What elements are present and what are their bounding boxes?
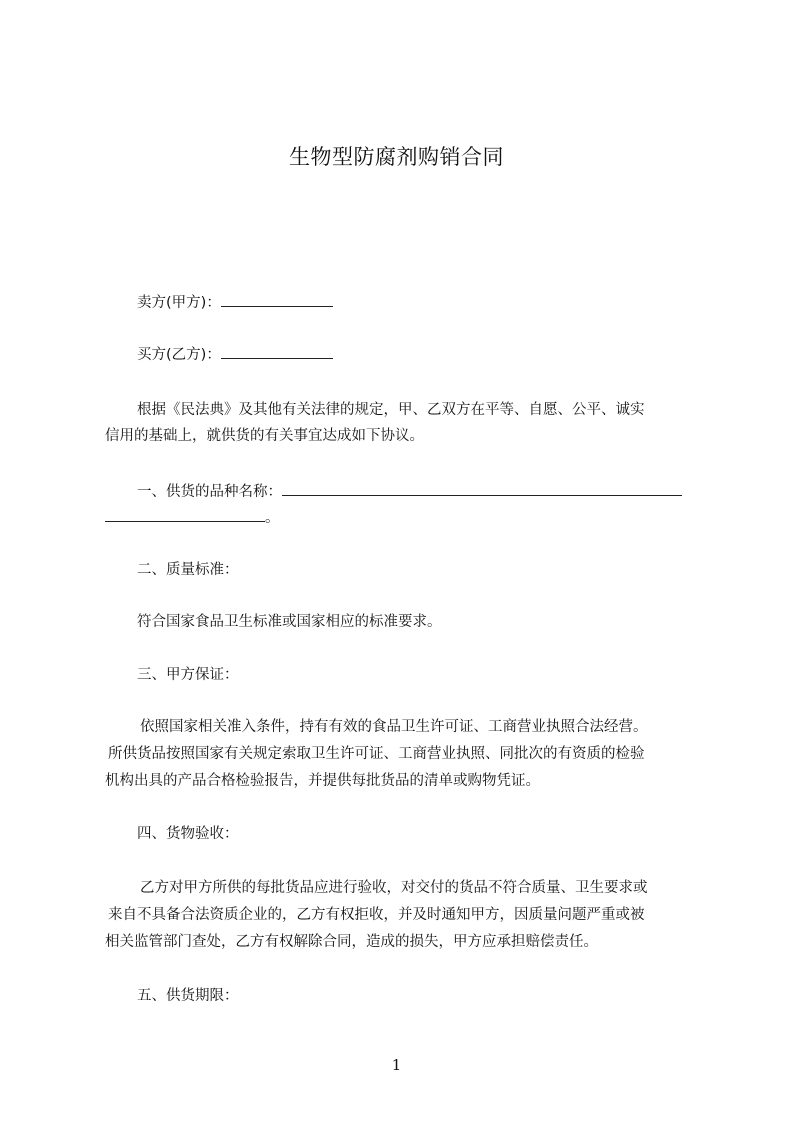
- section3-line-2: 所供货品按照国家有关规定索取卫生许可证、工商营业执照、同批次的有资质的检验: [108, 746, 645, 762]
- intro-line-2: 信用的基础上，就供货的有关事宜达成如下协议。: [105, 428, 424, 444]
- product-name-blank[interactable]: [282, 481, 682, 496]
- section4-line-1: 乙方对甲方所供的每批货品应进行验收，对交付的货品不符合质量、卫生要求或: [140, 880, 648, 896]
- product-name-blank-continued[interactable]: [105, 507, 265, 522]
- section4-line-2: 来自不具备合法资质企业的，乙方有权拒收，并及时通知甲方，因质量问题严重或被: [108, 907, 645, 923]
- buyer-line: [137, 344, 333, 365]
- section3-line-3: 机构出具的产品合格检验报告，并提供每批货品的清单或购物凭证。: [105, 773, 540, 789]
- section4-line-3: 相关监管部门查处，乙方有权解除合同，造成的损失，甲方应承担赔偿责任。: [105, 934, 598, 950]
- section3-line-1: 依照国家相关准入条件，持有有效的食品卫生许可证、工商营业执照合法经营。: [140, 719, 648, 735]
- section3-heading: 三、甲方保证：: [137, 667, 239, 683]
- seller-line: [137, 292, 333, 313]
- document-title: 生物型防腐剂购销合同: [289, 145, 504, 169]
- page-number: 1: [391, 1056, 402, 1074]
- section1-end-mark: 。: [265, 510, 280, 526]
- section2-body: 符合国家食品卫生标准或国家相应的标准要求。: [137, 614, 442, 630]
- section2-heading: 二、质量标准：: [137, 562, 239, 578]
- section1-label: 一、供货的品种名称：: [137, 484, 282, 500]
- seller-blank[interactable]: [221, 292, 333, 307]
- intro-line-1: 根据《民法典》及其他有关法律的规定，甲、乙双方在平等、自愿、公平、诚实: [137, 402, 645, 418]
- section5-heading: 五、供货期限：: [137, 988, 239, 1004]
- section1-line: [137, 481, 682, 502]
- buyer-blank[interactable]: [221, 344, 333, 359]
- section1-continuation: [105, 507, 280, 528]
- section4-heading: 四、货物验收：: [137, 826, 239, 842]
- seller-label: 卖方(甲方)：: [137, 295, 221, 311]
- buyer-label: 买方(乙方)：: [137, 347, 221, 363]
